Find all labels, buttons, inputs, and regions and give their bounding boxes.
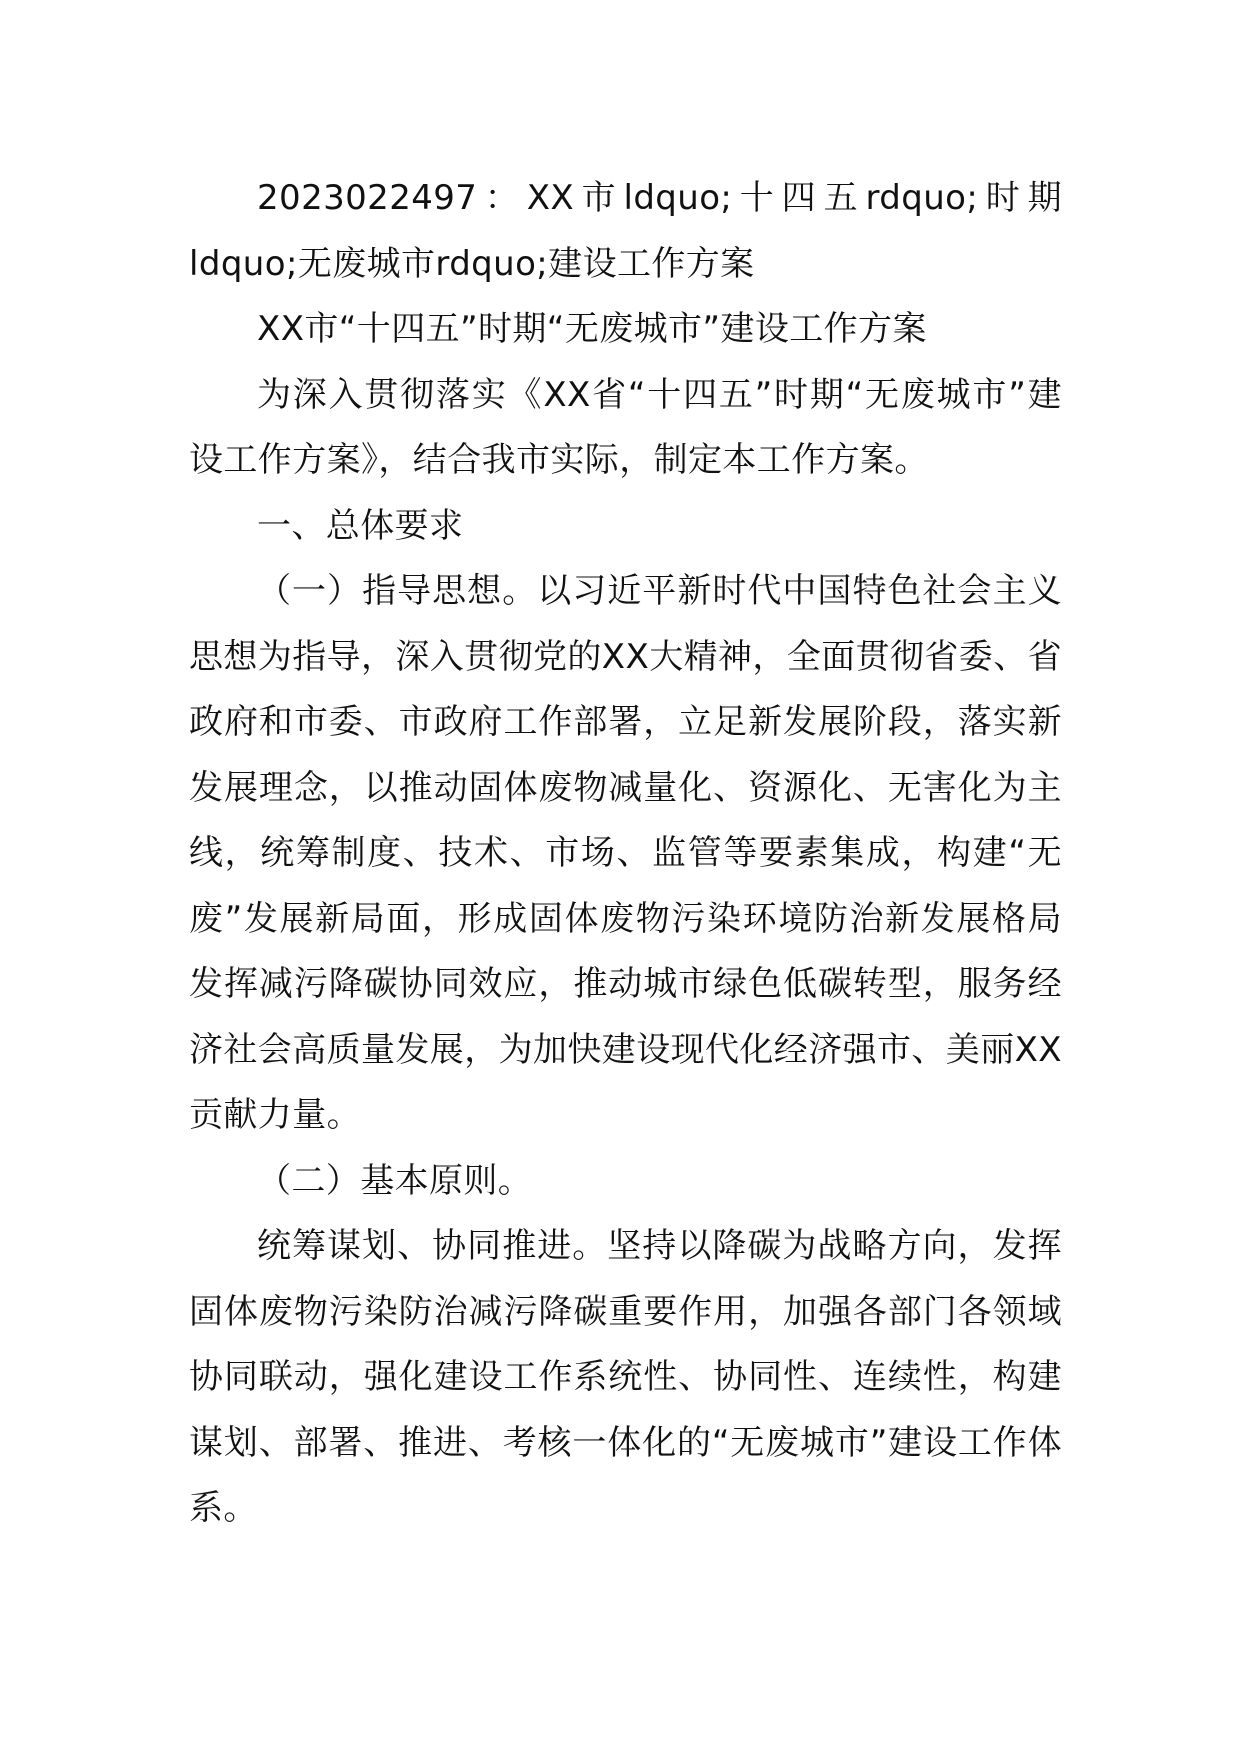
document-title: XX市“十四五”时期“无废城市”建设工作方案 (257, 309, 927, 349)
file-title: 2023022497：XX市ldquo;十四五rdquo;时期ldquo;无废城市rdquo;建设工作方案 (189, 178, 1062, 284)
guiding-ideology-paragraph: （一）指导思想。以习近平新时代中国特色社会主义思想为指导，深入贯彻党的XX大精神，全面贯彻省委、省政府和市委、市政府工作部署，立足新发展阶段，落实新发展理念，以推动固体废物减量化、资源化、无害化为主线，统筹制度、技术、市场、监管等要素集成，构建“无废”发展新局面，形成固体废物污染环境防治新发展格局发挥减污降碳协同效应，推动城市绿色低碳转型，服务经济社会高质量发展，为加快建设现代化经济强市、美丽XX贡献力量。 (189, 571, 1062, 1135)
intro-paragraph: 为深入贯彻落实《XX省“十四五”时期“无废城市”建设工作方案》，结合我市实际，制定本工作方案。 (189, 374, 1062, 480)
section-heading-general-requirements: 一、总体要求 (257, 505, 464, 546)
basic-principles-heading: （二）基本原则。 (257, 1160, 533, 1201)
principle-paragraph: 统筹谋划、协同推进。坚持以降碳为战略方向，发挥固体废物污染防治减污降碳重要作用，加强各部门各领域协同联动，强化建设工作系统性、协同性、连续性，构建谋划、部署、推进、考核一体化的“无废城市”建设工作体系。 (189, 1226, 1062, 1528)
document-body (189, 166, 1062, 1542)
